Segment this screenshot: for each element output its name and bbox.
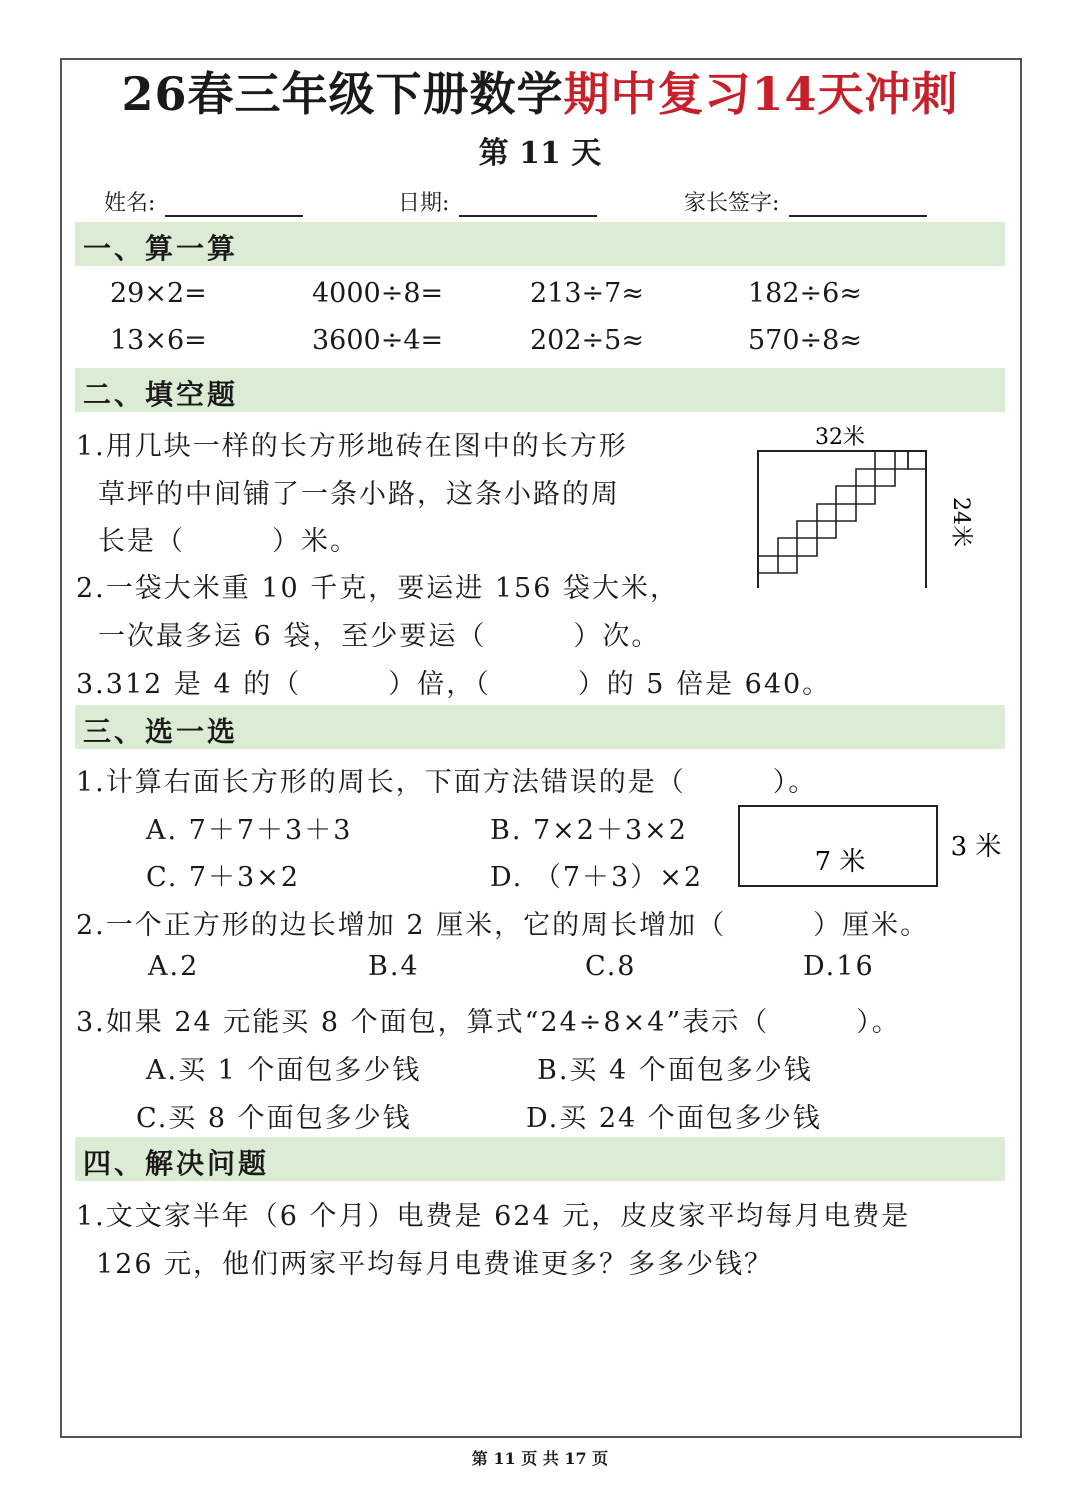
title-main: 26春三年级下册数学 xyxy=(121,67,564,121)
name-field xyxy=(104,186,303,217)
day-label: 第 11 天 xyxy=(478,136,602,171)
rect-width-label: 7 米 xyxy=(814,847,866,877)
lawn-path-figure xyxy=(740,418,980,588)
option-a[interactable]: A.买 1 个面包多少钱 xyxy=(146,1055,422,1086)
section-heading-3: 三、选一选 xyxy=(75,705,1005,749)
option-d[interactable]: D.买 24 个面包多少钱 xyxy=(526,1103,822,1134)
question-text: 3.312 是 4 的（ ）倍，（ ）的 5 倍是 640。 xyxy=(76,669,832,700)
path-tiles xyxy=(758,451,926,573)
calc-item: 13×6= xyxy=(110,325,207,356)
option-c[interactable]: C.买 8 个面包多少钱 xyxy=(136,1103,412,1134)
date-blank[interactable] xyxy=(459,191,597,217)
question-text: 126 元，他们两家平均每月电费谁更多？多多少钱？ xyxy=(96,1249,774,1280)
rectangle-figure xyxy=(736,800,1016,896)
option-b[interactable]: B. 7×2＋3×2 xyxy=(490,815,688,846)
section-heading-2: 二、填空题 xyxy=(75,368,1005,412)
name-blank[interactable] xyxy=(165,191,303,217)
lawn-rectangle xyxy=(758,451,926,588)
page-title xyxy=(0,58,1080,124)
page-footer: 第 11 页 共 17 页 xyxy=(471,1449,609,1468)
calc-item: 182÷6≈ xyxy=(748,278,862,309)
section-heading-1: 一、算一算 xyxy=(75,222,1005,266)
question-text: 2.一袋大米重 10 千克，要运进 156 袋大米， xyxy=(76,573,679,604)
question-text: 一次最多运 6 袋，至少要运（ ）次。 xyxy=(98,621,661,652)
option-b[interactable]: B.买 4 个面包多少钱 xyxy=(537,1055,813,1086)
option-a[interactable]: A. 7＋7＋3＋3 xyxy=(146,815,353,846)
question-text: 草坪的中间铺了一条小路，这条小路的周 xyxy=(98,479,620,510)
question-text: 1.文文家半年（6 个月）电费是 624 元，皮皮家平均每月电费是 xyxy=(76,1201,911,1232)
date-field xyxy=(398,186,597,217)
calc-item: 570÷8≈ xyxy=(748,325,862,356)
question-text: 2.一个正方形的边长增加 2 厘米，它的周长增加（ ）厘米。 xyxy=(76,910,930,941)
question-text: 3.如果 24 元能买 8 个面包，算式“24÷8×4”表示（ ）。 xyxy=(76,1007,901,1038)
name-label: 姓名: xyxy=(104,191,156,216)
section-heading-4: 四、解决问题 xyxy=(75,1137,1005,1181)
calc-item: 29×2= xyxy=(110,278,207,309)
date-label: 日期: xyxy=(398,191,450,216)
lawn-width-label: 32米 xyxy=(815,425,865,450)
sign-blank[interactable] xyxy=(789,191,927,217)
option-b[interactable]: B.4 xyxy=(368,951,420,982)
title-highlight: 期中复习14天冲刺 xyxy=(563,67,959,121)
option-d[interactable]: D. （7＋3）×2 xyxy=(490,862,704,893)
sign-label: 家长签字: xyxy=(684,191,780,216)
option-c[interactable]: C.8 xyxy=(585,951,637,982)
option-a[interactable]: A.2 xyxy=(148,951,200,982)
calc-item: 202÷5≈ xyxy=(530,325,644,356)
question-text: 长是（ ）米。 xyxy=(98,526,359,557)
calc-item: 4000÷8= xyxy=(312,278,444,309)
option-c[interactable]: C. 7＋3×2 xyxy=(146,862,301,893)
sign-field xyxy=(684,186,927,217)
calc-item: 213÷7≈ xyxy=(530,278,644,309)
question-text: 1.用几块一样的长方形地砖在图中的长方形 xyxy=(76,431,628,462)
option-d[interactable]: D.16 xyxy=(803,951,875,982)
lawn-height-label: 24米 xyxy=(948,497,973,547)
calc-item: 3600÷4= xyxy=(312,325,444,356)
question-text: 1.计算右面长方形的周长，下面方法错误的是（ ）。 xyxy=(76,767,818,798)
rect-height-label: 3 米 xyxy=(950,832,1002,862)
